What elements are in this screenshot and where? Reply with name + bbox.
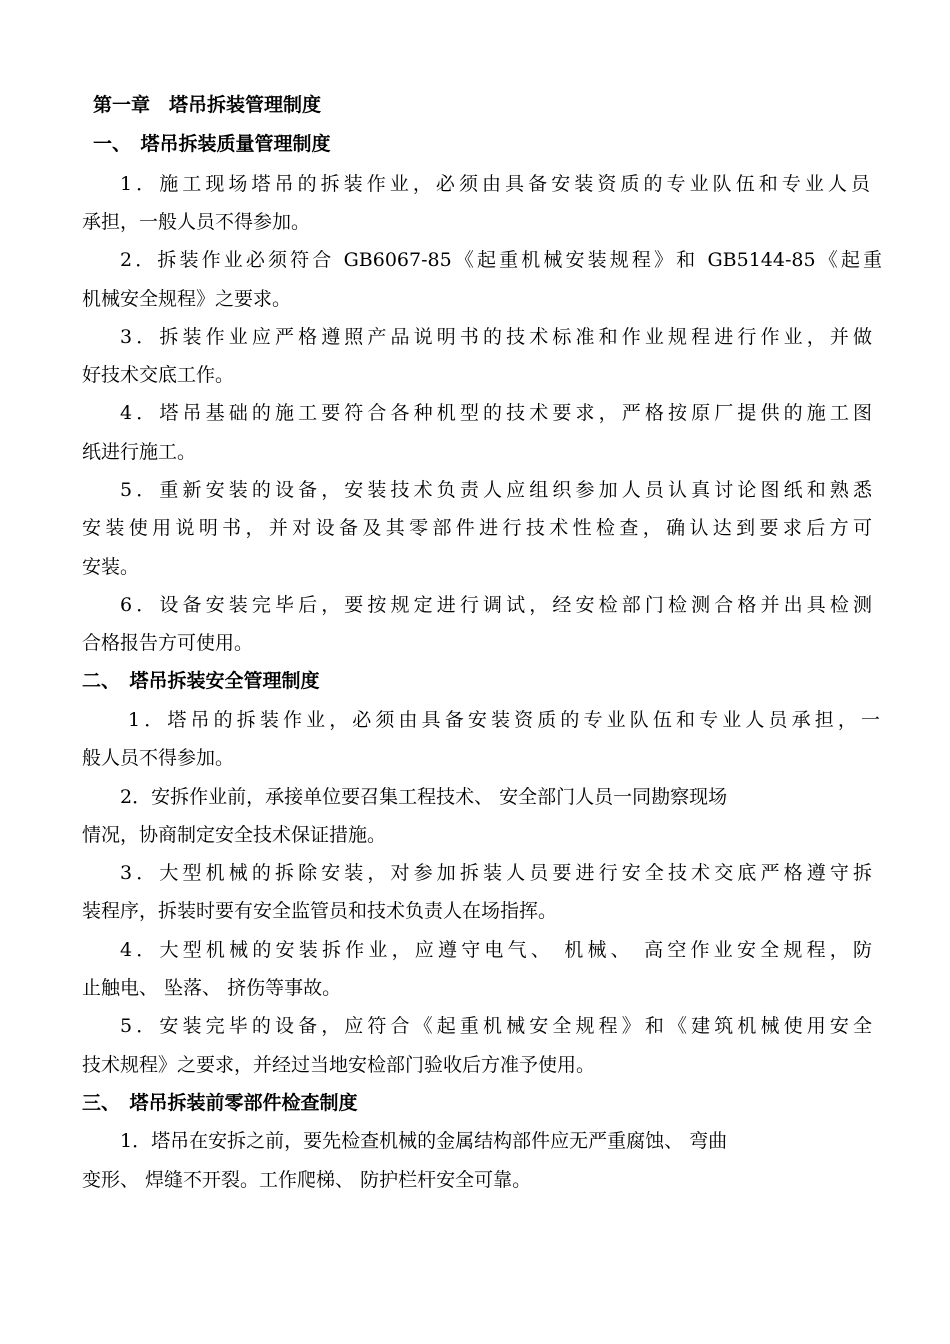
paragraph-line: 3．大型机械的拆除安装，对参加拆装人员要进行安全技术交底严格遵守拆 [120,862,872,884]
paragraph-line: 情况，协商制定安全技术保证措施。 [82,824,387,846]
section-heading: 二、 塔吊拆装安全管理制度 [82,670,320,692]
paragraph-line: 5．重新安装的设备，安装技术负责人应组织参加人员认真讨论图纸和熟悉 [120,479,872,501]
paragraph-line: 承担，一般人员不得参加。 [82,211,311,233]
paragraph-line: 6．设备安装完毕后，要按规定进行调试，经安检部门检测合格并出具检测 [120,594,872,616]
paragraph-line: 4．塔吊基础的施工要符合各种机型的技术要求，严格按原厂提供的施工图 [120,402,872,424]
paragraph-line: 安装使用说明书，并对设备及其零部件进行技术性检查，确认达到要求后方可 [82,517,872,539]
paragraph-line: 4．大型机械的安装拆作业，应遵守电气、 机械、 高空作业安全规程，防 [120,939,872,961]
paragraph-line: 1．塔吊的拆装作业，必须由具备安装资质的专业队伍和专业人员承担，一 [128,709,880,731]
section-heading: 三、 塔吊拆装前零部件检查制度 [82,1092,358,1114]
paragraph-line: 好技术交底工作。 [82,364,235,386]
paragraph-line: 机械安全规程》之要求。 [82,288,292,310]
chapter-title: 第一章 塔吊拆装管理制度 [93,94,322,116]
section-heading: 一、 塔吊拆装质量管理制度 [93,133,331,155]
paragraph-line: 止触电、 坠落、 挤伤等事故。 [82,977,342,999]
paragraph-line: 1．施工现场塔吊的拆装作业，必须由具备安装资质的专业队伍和专业人员 [120,173,870,195]
paragraph-line: 纸进行施工。 [82,441,197,463]
paragraph-line: 1．塔吊在安拆之前，要先检查机械的金属结构部件应无严重腐蚀、 弯曲 [120,1130,728,1152]
paragraph-line: 5．安装完毕的设备，应符合《起重机械安全规程》和《建筑机械使用安全 [120,1015,872,1037]
paragraph-line: 3．拆装作业应严格遵照产品说明书的技术标准和作业规程进行作业，并做 [120,326,872,348]
paragraph-line: 装程序，拆装时要有安全监管员和技术负责人在场指挥。 [82,900,558,922]
paragraph-line: 2．拆装作业必须符合 GB6067-85《起重机械安装规程》和 GB5144-85《起重 [120,249,882,271]
paragraph-line: 安装。 [82,556,140,578]
paragraph-line: 般人员不得参加。 [82,747,235,769]
paragraph-line: 2．安拆作业前，承接单位要召集工程技术、 安全部门人员一同勘察现场 [120,786,728,808]
paragraph-line: 变形、 焊缝不开裂。工作爬梯、 防护栏杆安全可靠。 [82,1169,532,1191]
paragraph-line: 技术规程》之要求，并经过当地安检部门验收后方准予使用。 [82,1054,596,1076]
paragraph-line: 合格报告方可使用。 [82,632,254,654]
